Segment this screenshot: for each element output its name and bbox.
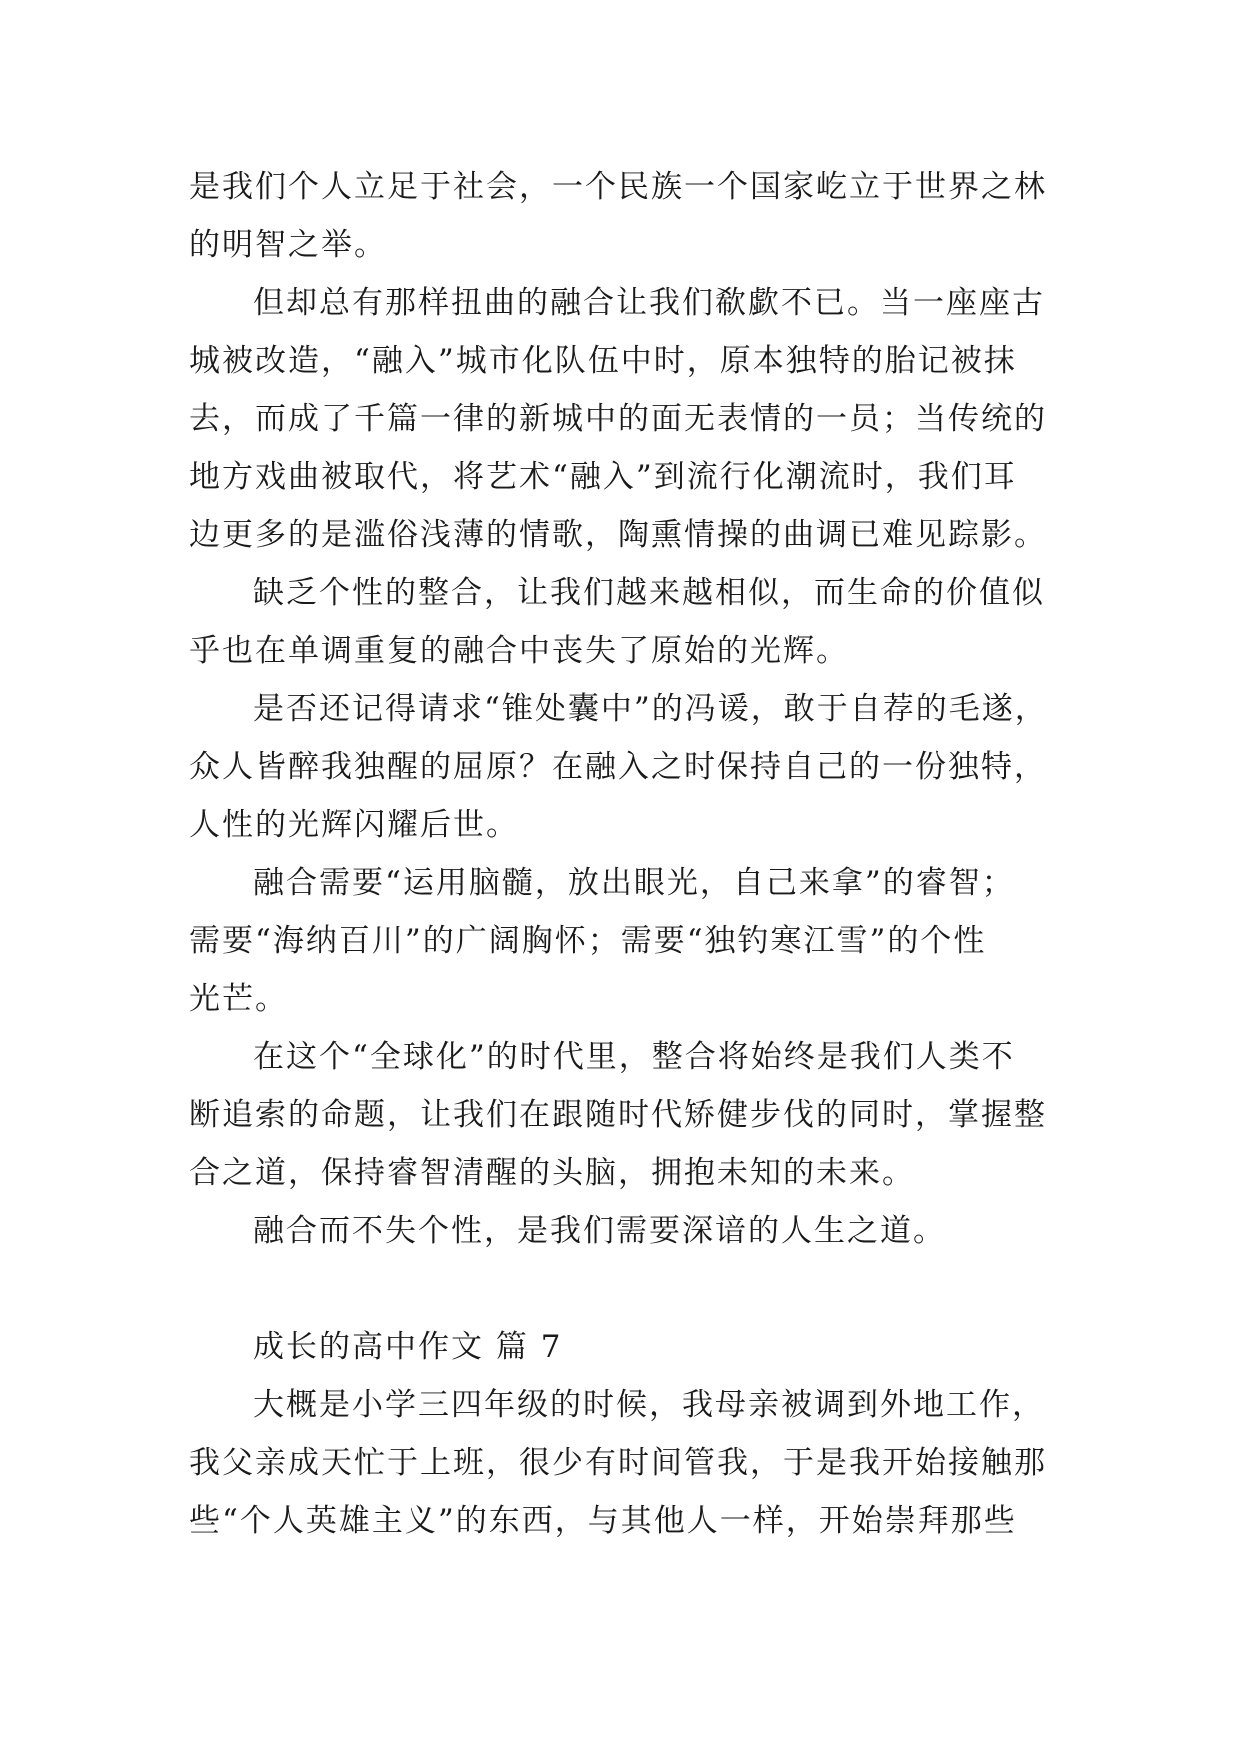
text-line: 融合需要“运用脑髓，放出眼光，自己来拿”的睿智； [253,865,1015,901]
text-line: 但却总有那样扭曲的融合让我们欷歔不已。当一座座古 [253,285,1045,321]
text-line: 地方戏曲被取代，将艺术“融入”到流行化潮流时，我们耳 [189,459,1017,495]
text-line: 融合而不失个性，是我们需要深谙的人生之道。 [253,1213,946,1249]
text-line: 在这个“全球化”的时代里，整合将始终是我们人类不 [253,1039,1015,1075]
paragraph-7 [189,1202,1061,1260]
text-line: 边更多的是滥俗浅薄的情歌，陶熏情操的曲调已难见踪影。 [189,517,1047,553]
text-line: 的明智之举。 [189,227,387,263]
text-line: 是否还记得请求“锥处囊中”的冯谖，敢于自荐的毛遂， [253,691,1048,727]
text-line: 是我们个人立足于社会，一个民族一个国家屹立于世界之林 [189,169,1047,205]
paragraph-2 [189,274,1061,564]
text-line: 我父亲成天忙于上班，很少有时间管我，于是我开始接触那 [189,1445,1047,1481]
blank-line [189,1260,1061,1318]
text-line: 需要“海纳百川”的广阔胸怀；需要“独钓寒江雪”的个性 [189,923,987,959]
paragraph-1 [189,158,1061,274]
text-line: 乎也在单调重复的融合中丧失了原始的光辉。 [189,633,849,669]
section-paragraph-1 [189,1376,1061,1550]
text-line: 大概是小学三四年级的时候，我母亲被调到外地工作， [253,1387,1045,1423]
document-body [189,158,1061,1550]
text-line: 断追索的命题，让我们在跟随时代矫健步伐的同时，掌握整 [189,1097,1047,1133]
paragraph-5 [189,854,1061,1028]
section-heading: 成长的高中作文 篇 7 [253,1329,563,1365]
text-line: 些“个人英雄主义”的东西，与其他人一样，开始崇拜那些 [189,1503,1017,1539]
text-line: 缺乏个性的整合，让我们越来越相似，而生命的价值似 [253,575,1045,611]
text-line: 人性的光辉闪耀后世。 [189,807,519,843]
paragraph-4 [189,680,1061,854]
text-line: 城被改造，“融入”城市化队伍中时，原本独特的胎记被抹 [189,343,1017,379]
text-line: 光芒。 [189,981,288,1017]
text-line: 去，而成了千篇一律的新城中的面无表情的一员；当传统的 [189,401,1047,437]
paragraph-3 [189,564,1061,680]
text-line: 合之道，保持睿智清醒的头脑，拥抱未知的未来。 [189,1155,915,1191]
text-line: 众人皆醉我独醒的屈原？在融入之时保持自己的一份独特， [189,749,1047,785]
paragraph-6 [189,1028,1061,1202]
